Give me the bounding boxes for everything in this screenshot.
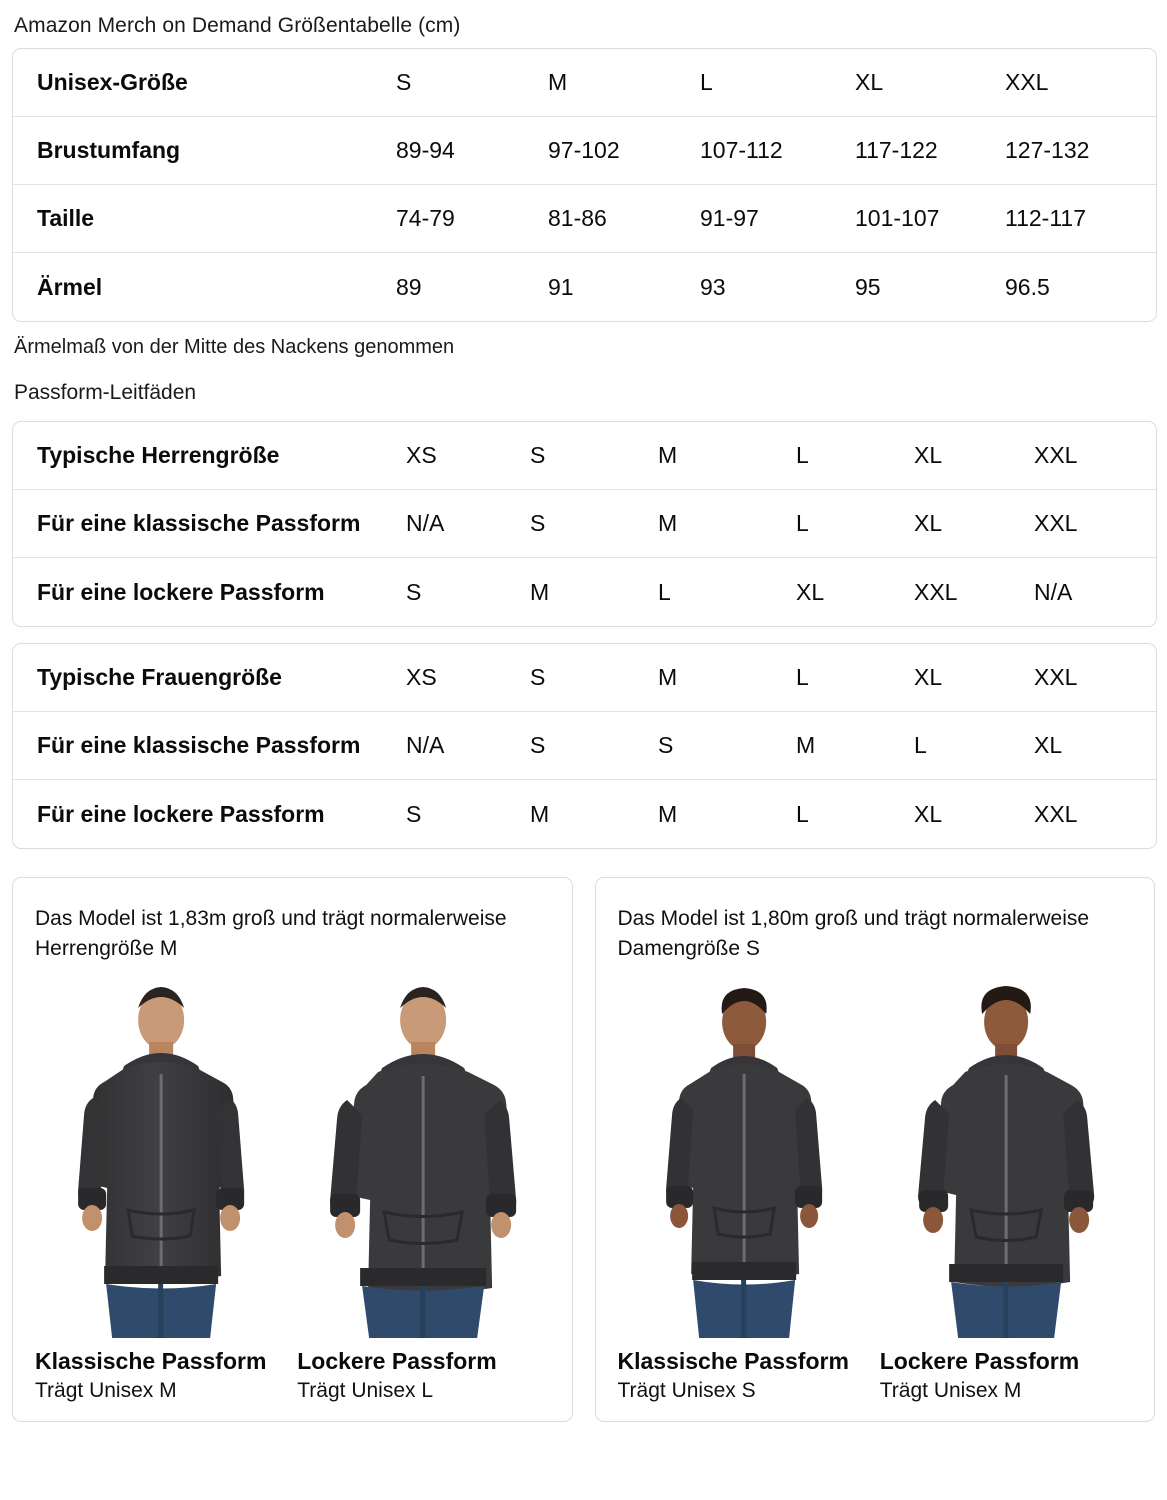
cell: XS	[406, 644, 530, 712]
cell: S	[530, 712, 658, 780]
wears-label: Trägt Unisex L	[297, 1379, 434, 1402]
cell: M	[796, 712, 914, 780]
cell: XXL	[914, 578, 958, 605]
male-model-card	[12, 877, 573, 1422]
female-classic-fit-image	[618, 978, 870, 1338]
cell: XXL	[1034, 490, 1156, 558]
cell: XL	[914, 490, 1034, 558]
table-gap	[12, 627, 1155, 643]
female-classic-fit-figure	[618, 978, 870, 1403]
cell: 91	[548, 273, 574, 300]
wears-label: Trägt Unisex M	[35, 1379, 177, 1402]
model-cards-row	[12, 877, 1155, 1422]
cell: 97-102	[548, 117, 700, 185]
row-label: Für eine lockere Passform	[37, 578, 325, 605]
cell: XXL	[1034, 422, 1156, 490]
cell: XL	[1034, 712, 1156, 780]
cell: 107-112	[700, 117, 855, 185]
page-title: Amazon Merch on Demand Größentabelle (cm)	[14, 14, 461, 37]
cell: 89	[396, 273, 422, 300]
fit-guides-heading: Passform-Leitfäden	[14, 381, 197, 404]
sleeve-measurement-note: Ärmelmaß von der Mitte des Nackens genommen	[14, 336, 455, 358]
row-label: Für eine klassische Passform	[13, 490, 406, 558]
cell: S	[406, 800, 422, 827]
row-label: Unisex-Größe	[13, 49, 396, 117]
cell: 127-132	[1005, 117, 1156, 185]
cell: XL	[855, 49, 1005, 117]
cell: M	[530, 800, 550, 827]
male-hoodie-classic-illustration	[35, 978, 287, 1338]
table-row	[13, 712, 1156, 780]
cell: M	[658, 490, 796, 558]
cell: XL	[914, 422, 1034, 490]
cell: 96.5	[1005, 273, 1050, 300]
cell: 81-86	[548, 185, 700, 253]
table-row	[13, 253, 1156, 321]
female-figures	[618, 978, 1133, 1403]
fit-label: Klassische Passform	[35, 1348, 267, 1374]
cell: 117-122	[855, 117, 1005, 185]
cell: 74-79	[396, 185, 548, 253]
cell: M	[658, 422, 796, 490]
fit-label: Lockere Passform	[879, 1348, 1080, 1374]
cell: 101-107	[855, 185, 1005, 253]
male-hoodie-loose-illustration	[297, 978, 549, 1338]
cell: L	[658, 578, 671, 605]
cell: XL	[796, 578, 825, 605]
cell: 89-94	[396, 117, 548, 185]
cell: M	[658, 800, 678, 827]
cell: L	[914, 712, 1034, 780]
male-model-description: Das Model ist 1,83m groß und trägt normalerweise Herrengröße M	[35, 907, 507, 961]
cell: XXL	[1034, 644, 1156, 712]
male-classic-fit-figure	[35, 978, 287, 1403]
row-label: Taille	[13, 185, 396, 253]
cell: L	[796, 490, 914, 558]
mens-fit-table	[12, 421, 1157, 627]
row-label: Brustumfang	[13, 117, 396, 185]
female-hoodie-classic-illustration	[618, 978, 870, 1338]
row-label: Für eine klassische Passform	[13, 712, 406, 780]
cell: S	[530, 422, 658, 490]
female-loose-fit-figure	[880, 978, 1132, 1403]
cell: S	[396, 49, 548, 117]
cell: 95	[855, 273, 881, 300]
cell: L	[796, 422, 914, 490]
row-label: Typische Herrengröße	[13, 422, 406, 490]
row-label: Ärmel	[37, 273, 103, 300]
male-figures	[35, 978, 550, 1403]
row-label: Für eine lockere Passform	[37, 800, 325, 827]
cell: 112-117	[1005, 185, 1156, 253]
cell: N/A	[406, 490, 530, 558]
fit-label: Klassische Passform	[617, 1348, 849, 1374]
cell: N/A	[406, 712, 530, 780]
cell: S	[530, 644, 658, 712]
cell: 93	[700, 273, 726, 300]
female-model-description: Das Model ist 1,80m groß und trägt normalerweise Damengröße S	[617, 907, 1090, 961]
cell: M	[658, 644, 796, 712]
table-row	[13, 117, 1156, 185]
table-row	[13, 644, 1156, 712]
cell: XL	[914, 800, 943, 827]
table-row	[13, 185, 1156, 253]
row-label: Typische Frauengröße	[13, 644, 406, 712]
table-row	[13, 49, 1156, 117]
cell: XXL	[1034, 800, 1078, 827]
male-classic-fit-image	[35, 978, 287, 1338]
cell: S	[658, 712, 796, 780]
male-loose-fit-image	[297, 978, 549, 1338]
cell: L	[796, 800, 809, 827]
female-hoodie-loose-illustration	[880, 978, 1132, 1338]
female-model-card	[595, 877, 1156, 1422]
cell: S	[406, 578, 422, 605]
table-row	[13, 490, 1156, 558]
cell: XS	[406, 422, 530, 490]
cell: 91-97	[700, 185, 855, 253]
cell: S	[530, 490, 658, 558]
cell: M	[548, 49, 700, 117]
fit-label: Lockere Passform	[297, 1348, 497, 1374]
table-row	[13, 780, 1156, 848]
male-loose-fit-figure	[297, 978, 549, 1403]
cell: M	[530, 578, 550, 605]
cell: L	[700, 49, 855, 117]
table-row	[13, 422, 1156, 490]
cell: N/A	[1034, 578, 1073, 605]
cell: XXL	[1005, 49, 1156, 117]
wears-label: Trägt Unisex S	[617, 1379, 756, 1402]
wears-label: Trägt Unisex M	[879, 1379, 1022, 1402]
female-loose-fit-image	[880, 978, 1132, 1338]
table-row	[13, 558, 1156, 626]
cell: XL	[914, 644, 1034, 712]
measurement-table	[12, 48, 1157, 322]
cell: L	[796, 644, 914, 712]
womens-fit-table	[12, 643, 1157, 849]
